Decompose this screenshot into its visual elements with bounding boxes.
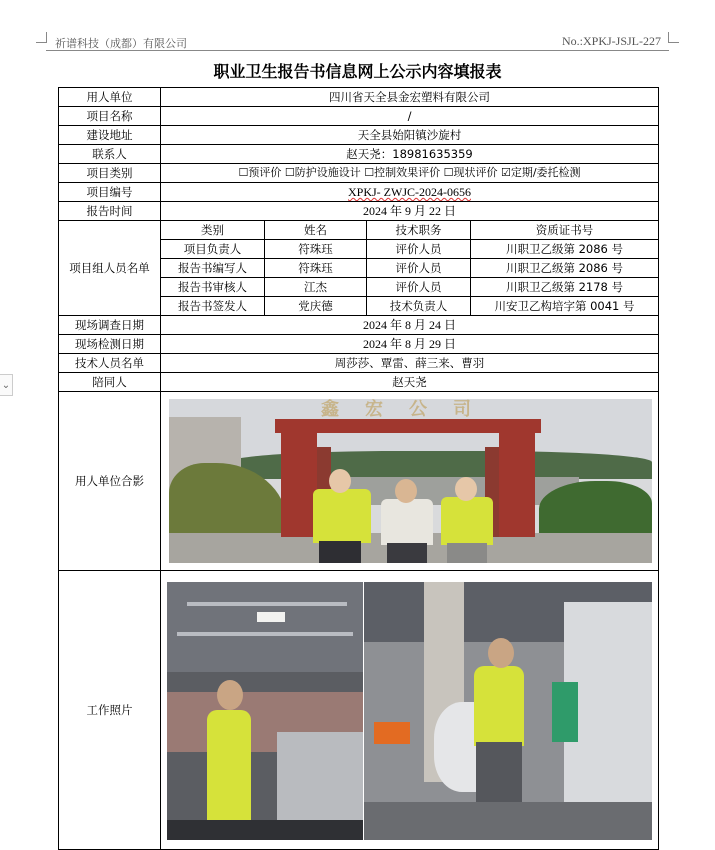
worker-vest [207,710,251,820]
checkbox-pre-evaluation[interactable]: ☐预评价 [238,166,282,179]
report-date-label: 报告时间 [59,202,161,221]
work-photo-left [167,582,363,840]
team-title: 评价人员 [367,240,471,259]
team-title: 评价人员 [367,278,471,297]
row-project-no [59,183,659,202]
team-header-cert: 资质证书号 [471,221,659,240]
test-date-value: 2024 年 8 月 29 日 [161,335,659,354]
escort-value: 赵天尧 [161,373,659,392]
row-project-name [59,107,659,126]
team-name: 符珠珏 [265,259,367,278]
team-header-name: 姓名 [265,221,367,240]
page-title: 职业卫生报告书信息网上公示内容填报表 [213,62,502,81]
survey-date-label: 现场调查日期 [59,316,161,335]
company-name: 祈谱科技（成都）有限公司 [55,37,187,50]
team-name: 党庆德 [265,297,367,316]
report-date-value: 2024 年 9 月 22 日 [161,202,659,221]
corner-mark [36,32,47,43]
category-label: 项目类别 [59,164,161,183]
team-label: 项目组人员名单 [59,221,161,316]
worker-vest [474,666,524,746]
person-vest [313,489,371,543]
ceiling-light [257,612,285,622]
project-no-value: XPKJ- ZWJC-2024-0656 [348,185,471,199]
worker-green-shirt [552,682,578,742]
person-vest [441,497,493,545]
crate [374,722,410,744]
team-cert: 川安卫乙构培字第 0041 号 [471,297,659,316]
employer-label: 用人单位 [59,88,161,107]
row-address [59,126,659,145]
team-header-role: 类别 [161,221,265,240]
person [381,499,433,545]
employer-value: 四川省天全县金宏塑料有限公司 [161,88,659,107]
chevron-down-icon[interactable]: ⌄ [0,374,13,396]
team-name: 符珠珏 [265,240,367,259]
row-escort [59,373,659,392]
team-cert: 川职卫乙级第 2086 号 [471,240,659,259]
bushes [539,481,652,537]
team-cert: 川职卫乙级第 2086 号 [471,259,659,278]
team-cert: 川职卫乙级第 2178 号 [471,278,659,297]
row-group-photo [59,392,659,571]
row-report-date [59,202,659,221]
escort-label: 陪同人 [59,373,161,392]
info-table [58,87,659,850]
row-test-date [59,335,659,354]
address-label: 建设地址 [59,126,161,145]
gate-sign: 鑫宏公司 [321,399,497,420]
project-no-label: 项目编号 [59,183,161,202]
technicians-label: 技术人员名单 [59,354,161,373]
work-photos-label: 工作照片 [59,571,161,850]
project-name-value: / [161,107,659,126]
gate-pillar [499,429,535,537]
factory-roof [167,582,363,672]
team-title: 评价人员 [367,259,471,278]
group-photo [169,399,652,563]
row-category [59,164,659,183]
survey-date-value: 2024 年 8 月 24 日 [161,316,659,335]
checkbox-periodic-testing[interactable]: ☑定期/委托检测 [500,166,581,179]
team-title: 技术负责人 [367,297,471,316]
row-survey-date [59,316,659,335]
technicians-value: 周莎莎、覃雷、薛三来、曹羽 [161,354,659,373]
contact-value: 赵天尧：18981635359 [161,145,659,164]
work-photo-right [364,582,652,840]
row-employer [59,88,659,107]
floor [364,802,652,840]
team-name: 江杰 [265,278,367,297]
row-work-photos [59,571,659,850]
checkbox-control-effect[interactable]: ☐控制效果评价 [364,166,441,179]
checkbox-protection-design[interactable]: ☐防护设施设计 [284,166,361,179]
group-photo-label: 用人单位合影 [59,392,161,571]
team-header-title: 技术职务 [367,221,471,240]
header-divider [46,50,669,51]
team-role: 报告书签发人 [161,297,265,316]
document-number: No.:XPKJ-JSJL-227 [561,34,661,48]
category-options [161,164,659,183]
contact-label: 联系人 [59,145,161,164]
row-contact [59,145,659,164]
team-header-row [59,221,659,240]
gate-pillar [281,429,317,537]
row-technicians [59,354,659,373]
project-name-label: 项目名称 [59,107,161,126]
test-date-label: 现场检测日期 [59,335,161,354]
checkbox-status-evaluation[interactable]: ☐现状评价 [443,166,498,179]
corner-mark [668,32,679,43]
team-role: 项目负责人 [161,240,265,259]
team-role: 报告书编写人 [161,259,265,278]
team-role: 报告书审核人 [161,278,265,297]
address-value: 天全县始阳镇沙旋村 [161,126,659,145]
